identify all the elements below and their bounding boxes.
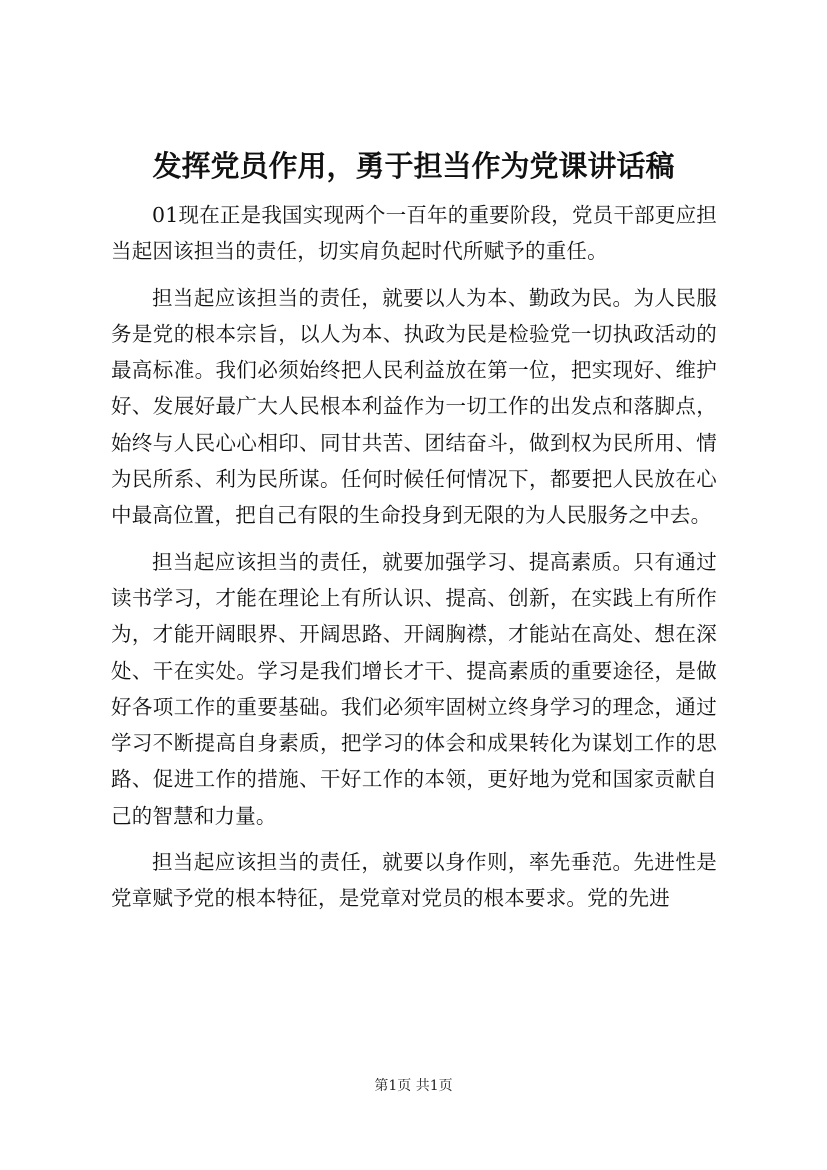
document-body: [111, 197, 717, 917]
paragraph-2: 担当起应该担当的责任，就要以人为本、勤政为民。为人民服务是党的根本宗旨，以人为本、执政为民是检验党一切执政活动的最高标准。我们必须始终把人民利益放在第一位，把实现好、维护好、发展好最广大人民根本利益作为一切工作的出发点和落脚点，始终与人民心心相印、同甘共苦、团结奋斗，做到权为民所用、情为民所系、利为民所谋。任何时候任何情况下，都要把人民放在心中最高位置，把自己有限的生命投身到无限的为人民服务之中去。: [111, 285, 717, 528]
page-footer: [0, 1076, 827, 1096]
paragraph-1: 01现在正是我国实现两个一百年的重要阶段，党员干部更应担当起因该担当的责任，切实肩负起时代所赋予的重任。: [111, 203, 717, 264]
page-title: 发挥党员作用，勇于担当作为党课讲话稿: [152, 149, 675, 183]
paragraph-3: 担当起应该担当的责任，就要加强学习、提高素质。只有通过读书学习，才能在理论上有所认识、提高、创新，在实践上有所作为，才能开阔眼界、开阔思路、开阔胸襟，才能站在高处、想在深处、干在实处。学习是我们增长才干、提高素质的重要途径，是做好各项工作的重要基础。我们必须牢固树立终身学习的理念，通过学习不断提高自身素质，把学习的体会和成果转化为谋划工作的思路、促进工作的措施、干好工作的本领，更好地为党和国家贡献自己的智慧和力量。: [111, 549, 717, 828]
paragraph-4: 担当起应该担当的责任，就要以身作则，率先垂范。先进性是党章赋予党的根本特征，是党章对党员的根本要求。党的先进: [111, 850, 717, 911]
page-number-label: 第1页 共1页: [374, 1078, 453, 1094]
